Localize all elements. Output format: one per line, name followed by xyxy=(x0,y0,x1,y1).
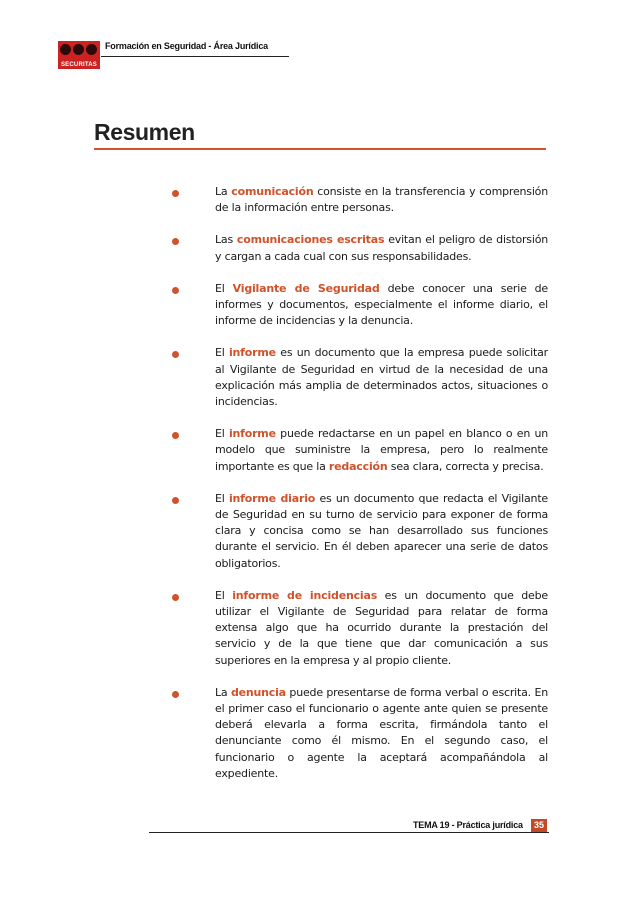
logo-brand-text: SECURITAS xyxy=(60,62,98,68)
logo-dot-icon xyxy=(86,44,97,55)
summary-item-text xyxy=(215,588,548,669)
summary-item xyxy=(172,345,548,410)
bullet-icon xyxy=(172,287,179,294)
text-segment: El xyxy=(215,346,229,360)
bullet-icon xyxy=(172,238,179,245)
text-segment: puede redactarse en un papel en blanco o en un modelo que suministre la empresa, pero lo realmente importante es que la xyxy=(215,427,548,473)
bullet-icon xyxy=(172,351,179,358)
text-segment: consiste en la transferencia y comprensión de la información entre personas. xyxy=(215,185,548,215)
page-number-badge: 35 xyxy=(531,819,547,832)
keyword-highlight: informe de incidencias xyxy=(232,588,378,602)
summary-item xyxy=(172,281,548,330)
text-segment: El xyxy=(215,281,233,295)
keyword-highlight: informe xyxy=(228,427,276,441)
summary-item xyxy=(172,588,548,669)
summary-item-text xyxy=(215,491,548,572)
bullet-icon xyxy=(172,691,179,698)
logo-dot-icon xyxy=(60,44,71,55)
text-segment: evitan el peligro de distorsión y cargan a cada cual con sus responsabilidades. xyxy=(215,233,548,263)
text-segment: es un documento que la empresa puede solicitar al Vigilante de Seguridad en virtud de la necesidad de una explicación más amplia de determinados actos, situaciones o incidencias. xyxy=(215,346,548,409)
text-segment: El xyxy=(215,427,229,441)
summary-item-text xyxy=(215,232,548,264)
summary-item-text xyxy=(215,345,548,410)
section-heading: Resumen xyxy=(94,119,195,145)
bullet-icon xyxy=(172,432,179,439)
securitas-logo xyxy=(58,41,100,69)
text-segment: es un documento que redacta el Vigilante de Seguridad en su turno de servicio para exponer de forma clara y concisa como se han desarrollado sus funciones durante el servicio. En él deben aparecer una serie de datos obligatorios. xyxy=(215,491,549,570)
keyword-highlight: redacción xyxy=(328,459,388,473)
summary-item-text xyxy=(215,426,548,475)
summary-item xyxy=(172,685,548,782)
text-segment: La xyxy=(215,685,231,699)
text-segment: El xyxy=(215,491,229,505)
summary-item-text xyxy=(215,685,548,782)
logo-dot-icon xyxy=(73,44,84,55)
heading-divider xyxy=(94,148,546,150)
bullet-icon xyxy=(172,190,179,197)
text-segment: El xyxy=(215,588,233,602)
bullet-icon xyxy=(172,594,179,601)
keyword-highlight: denuncia xyxy=(230,685,286,699)
summary-item xyxy=(172,184,548,216)
text-segment: debe conocer una serie de informes y documentos, especialmente el informe diario, el informe de incidencias y la denuncia. xyxy=(215,281,549,328)
keyword-highlight: informe diario xyxy=(228,491,316,505)
logo-dots-icon xyxy=(60,44,98,56)
summary-item-text xyxy=(215,184,548,216)
summary-item-text xyxy=(215,281,548,330)
text-segment: puede presentarse de forma verbal o escrita. En el primer caso el funcionario o agente ante quien se presente deberá elevarla a forma escrita, firmándola tanto el denunciante como él mismo. En el segundo caso, el funcionario o agente la aceptará acompañándola al expediente. xyxy=(215,685,548,780)
bullet-icon xyxy=(172,497,179,504)
text-segment: Las xyxy=(215,233,237,247)
summary-item xyxy=(172,232,548,264)
keyword-highlight: comunicación xyxy=(231,185,314,198)
summary-item xyxy=(172,426,548,475)
text-segment: La xyxy=(215,185,232,198)
keyword-highlight: informe xyxy=(228,346,276,360)
text-segment: es un documento que debe utilizar el Vigilante de Seguridad para relatar de forma extensa algo que ha ocurrido durante la prestación del servicio y de la que tiene que dar comunicación a sus superiores en la empresa y al propio cliente. xyxy=(215,588,548,667)
footer-divider xyxy=(149,832,549,833)
text-segment: sea clara, correcta y precisa. xyxy=(387,459,544,473)
summary-item xyxy=(172,491,548,572)
keyword-highlight: comunicaciones escritas xyxy=(236,233,385,247)
header-divider xyxy=(101,56,289,57)
keyword-highlight: Vigilante de Seguridad xyxy=(232,281,380,295)
summary-list xyxy=(172,184,548,798)
running-header-title: Formación en Seguridad - Área Jurídica xyxy=(105,41,268,51)
footer-topic: TEMA 19 - Práctica jurídica xyxy=(413,820,523,830)
